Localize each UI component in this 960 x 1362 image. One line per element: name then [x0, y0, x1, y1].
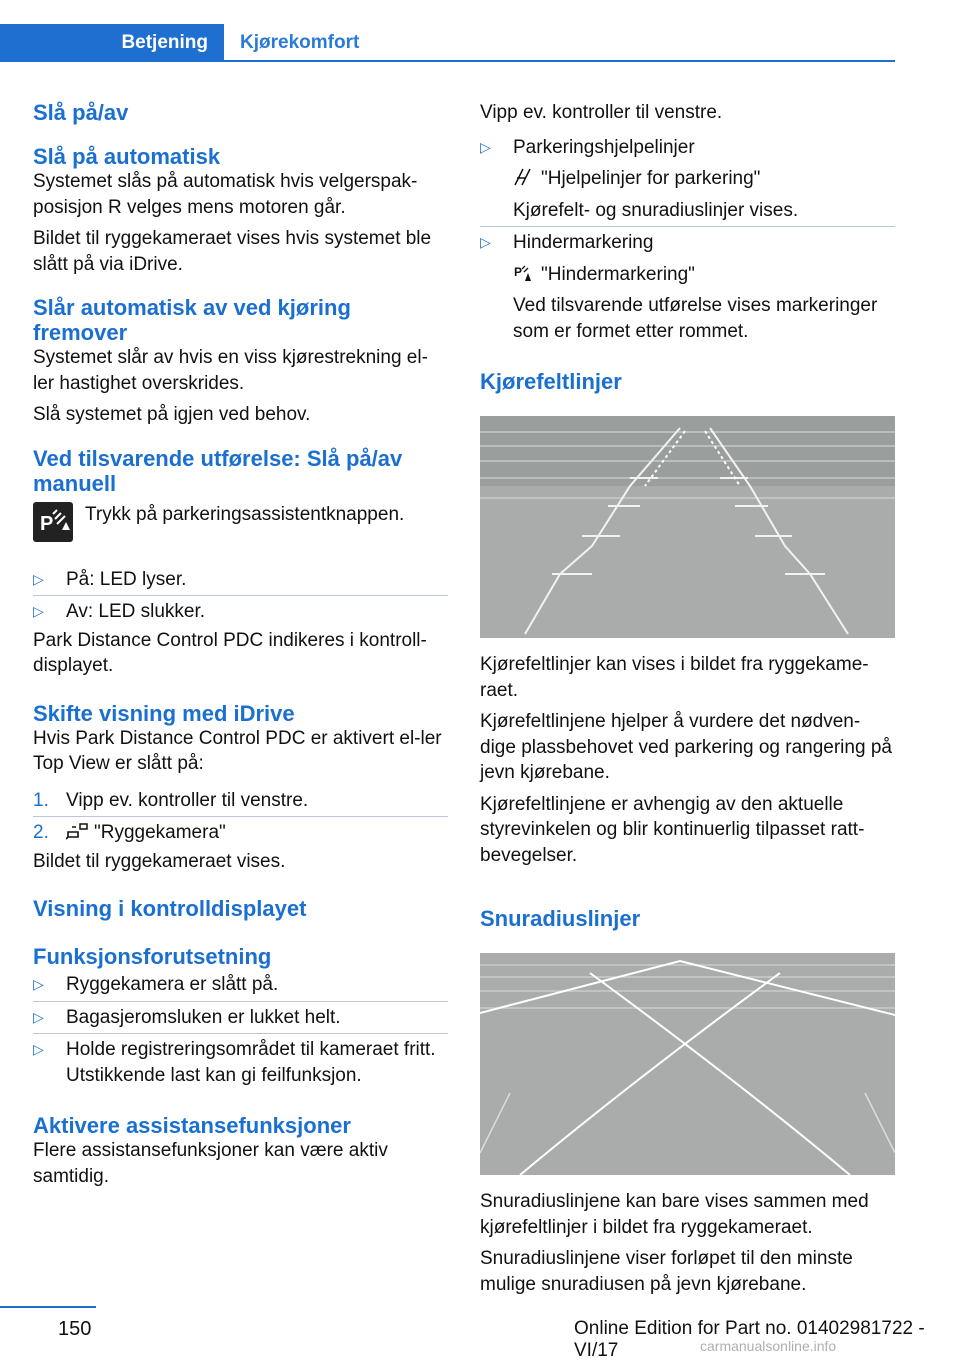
- list-item: ▷ Bagasjeromsluken er lukket helt.: [33, 1002, 448, 1035]
- paragraph: Hvis Park Distance Control PDC er aktivert el-ler Top View er slått på:: [33, 727, 442, 774]
- heading-visning-kontrolldisplay: Visning i kontrolldisplayet: [33, 896, 307, 921]
- options-list: [480, 132, 895, 348]
- right-column: [480, 100, 895, 1297]
- watermark: carmanualsonline.info: [700, 1338, 837, 1354]
- requirements-list: [33, 969, 448, 1091]
- lane-lines-image: [480, 416, 895, 638]
- paragraph: Systemet slås på automatisk hvis velgerspak-posisjon R velges mens motoren går.: [33, 171, 418, 218]
- paragraph: Kjørefeltlinjer kan vises i bildet fra ryggekame-raet.: [480, 654, 869, 701]
- rear-camera-icon: [66, 822, 88, 840]
- paragraph: Slå systemet på igjen ved behov.: [33, 404, 311, 425]
- page-number: 150: [58, 1318, 92, 1340]
- triangle-bullet-icon: ▷: [33, 570, 44, 587]
- list-item: ▷ Parkeringshjelpelinjer "Hjelpelinjer for parkering" Kjørefelt- og snuradiuslinjer vises.: [480, 132, 895, 228]
- list-item: ▷ Ryggekamera er slått på.: [33, 969, 448, 1002]
- list-item: ▷ Holde registreringsområdet til kameraet fritt. Utstikkende last kan gi feilfunksjon.: [33, 1039, 436, 1086]
- list-item: 2. "Ryggekamera": [33, 822, 226, 843]
- triangle-bullet-icon: ▷: [33, 1041, 44, 1057]
- triangle-bullet-icon: ▷: [33, 1008, 44, 1025]
- triangle-bullet-icon: ▷: [33, 603, 44, 619]
- paragraph: Park Distance Control PDC indikeres i kontroll-displayet.: [33, 629, 427, 676]
- paragraph: Flere assistansefunksjoner kan være aktiv samtidig.: [33, 1140, 388, 1187]
- edition-note: Online Edition for Part no. 01402981722 - VI/17: [574, 1318, 925, 1361]
- heading-snuradiuslinjer: Snuradiuslinjer: [480, 906, 641, 931]
- pdc-instruction: [33, 502, 448, 542]
- left-column: [33, 100, 448, 1189]
- paragraph: Kjørefeltlinjene hjelper å vurdere det nødven-dige plassbehovet ved parkering og rangering på jevn kjørebane.: [480, 711, 892, 783]
- paragraph: Systemet slår av hvis en viss kjørestrekning el-ler hastighet overskrides.: [33, 347, 428, 394]
- heading-skifte-visning: Skifte visning med iDrive: [33, 700, 295, 726]
- heading-aktivere-assistanse: Aktivere assistansefunksjoner: [33, 1113, 351, 1138]
- heading-kjorefeltlinjer: Kjørefeltlinjer: [480, 369, 622, 394]
- triangle-bullet-icon: ▷: [33, 976, 44, 992]
- heading-slaar-av-fremover: Slår automatisk av ved kjøring fremover: [33, 295, 351, 345]
- led-list: [33, 564, 448, 628]
- obstacle-marking-icon: [513, 264, 535, 282]
- list-item: ▷ Av: LED slukker.: [33, 596, 448, 628]
- tab-betjening[interactable]: Betjening: [0, 24, 224, 62]
- heading-manuell: Ved tilsvarende utførelse: Slå på/av manuell: [33, 445, 403, 496]
- list-item: 1. Vipp ev. kontroller til venstre.: [33, 785, 448, 818]
- list-item: ▷ På: LED lyser.: [33, 564, 448, 597]
- paragraph: Vipp ev. kontroller til venstre.: [480, 102, 723, 123]
- heading-funksjonsforutsetning: Funksjonsforutsetning: [33, 944, 272, 969]
- steps-list: [33, 785, 448, 849]
- paragraph: Snuradiuslinjene kan bare vises sammen med kjørefeltlinjer i bildet fra ryggekameraet.: [480, 1191, 869, 1238]
- svg-text:P: P: [514, 264, 523, 279]
- page-header: [0, 24, 960, 64]
- parking-guide-lines-icon: [513, 168, 535, 186]
- list-item: ▷ Hindermarkering P "Hindermarkering" Ved tilsvarende utførelse vises markeringer som er formet etter rommet.: [480, 232, 878, 342]
- svg-text:P: P: [40, 512, 54, 535]
- paragraph: Kjørefeltlinjene er avhengig av den aktuelle styrevinkelen og blir kontinuerlig tilpasset ratt-bevegelser.: [480, 793, 865, 866]
- heading-slaa-paa-automatisk: Slå på automatisk: [33, 144, 221, 169]
- triangle-bullet-icon: ▷: [480, 234, 491, 250]
- paragraph: Snuradiuslinjene viser forløpet til den minste mulige snuradiusen på jevn kjørebane.: [480, 1248, 853, 1295]
- heading-slaa-paa-av: Slå på/av: [33, 100, 129, 125]
- paragraph: Trykk på parkeringsassistentknappen.: [85, 503, 405, 525]
- footer-rule: [0, 1306, 96, 1308]
- paragraph: Bildet til ryggekameraet vises hvis systemet ble slått på via iDrive.: [33, 228, 432, 275]
- turning-radius-lines-image: [480, 953, 895, 1175]
- triangle-bullet-icon: ▷: [480, 138, 491, 155]
- paragraph: Bildet til ryggekameraet vises.: [33, 850, 286, 872]
- tab-kjorekomfort[interactable]: Kjørekomfort: [240, 32, 360, 53]
- parking-assistant-button-icon: [33, 502, 73, 542]
